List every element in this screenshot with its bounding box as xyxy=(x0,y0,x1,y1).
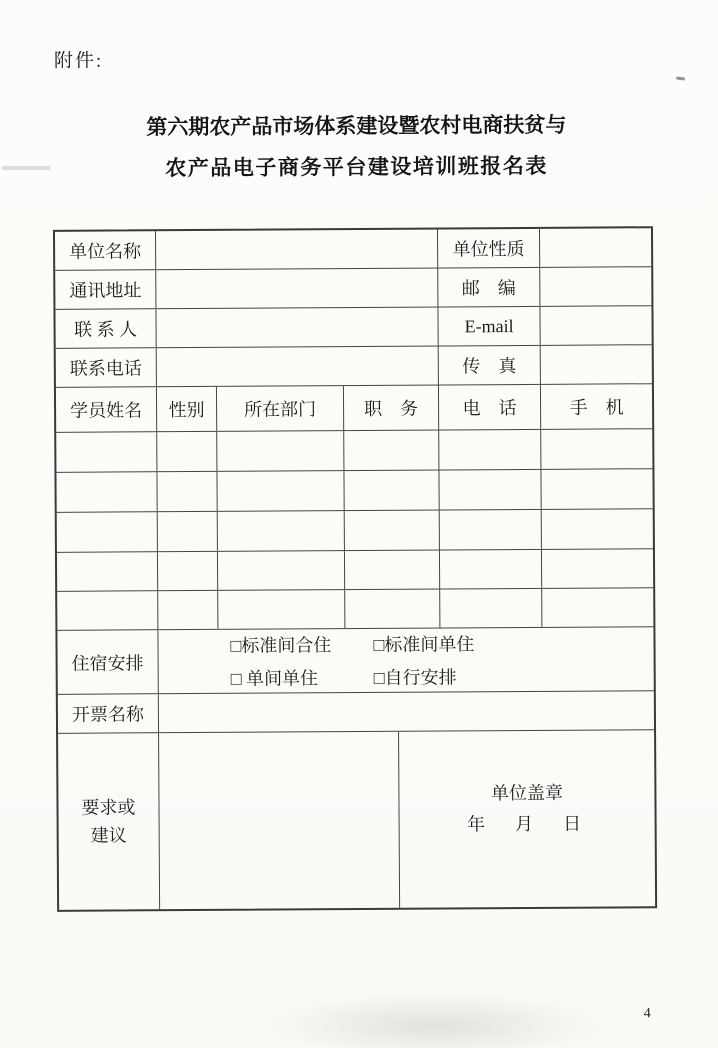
unit-nature-label: 单位性质 xyxy=(438,229,540,268)
empty-cell xyxy=(440,550,542,589)
trainee-empty-row xyxy=(57,509,653,553)
empty-cell xyxy=(217,431,344,471)
contact-phone-input-cell xyxy=(157,347,439,387)
trainee-name-header: 学员姓名 xyxy=(56,387,157,432)
checkbox-option-std-single: □标准间单住 xyxy=(373,634,475,655)
invoice-label: 开票名称 xyxy=(58,694,159,733)
empty-cell xyxy=(158,591,218,629)
empty-cell xyxy=(218,590,345,629)
trainee-empty-row xyxy=(56,429,652,473)
form-title-line2: 农产品电子商务平台建设培训班报名表 xyxy=(165,154,548,181)
postal-code-input-cell xyxy=(540,267,651,306)
accommodation-row xyxy=(57,627,653,695)
accommodation-label: 住宿安排 xyxy=(57,630,158,694)
empty-cell xyxy=(542,549,653,588)
empty-cell xyxy=(440,589,542,628)
contact-person-input-cell xyxy=(156,308,438,348)
postal-code-label: 邮 编 xyxy=(438,268,540,307)
empty-cell xyxy=(218,511,345,551)
position-header: 职 务 xyxy=(344,386,439,431)
empty-cell xyxy=(158,552,218,590)
empty-cell xyxy=(541,429,652,469)
mobile-header: 手 机 xyxy=(569,397,624,418)
trainee-empty-row xyxy=(57,549,653,592)
accommodation-options-cell xyxy=(158,627,653,693)
remarks-label xyxy=(58,733,160,910)
empty-cell xyxy=(345,590,440,629)
address-input-cell xyxy=(156,269,438,309)
empty-cell xyxy=(542,588,653,627)
row-contact-person xyxy=(55,306,651,349)
accommodation-options xyxy=(230,630,474,690)
unit-nature-input-cell xyxy=(540,228,651,267)
registration-table xyxy=(53,226,657,912)
trainee-header-row xyxy=(56,384,652,433)
checkbox-option-std-shared: □标准间合住 xyxy=(230,635,332,656)
phone-header: 电 话 xyxy=(439,385,541,430)
empty-cell xyxy=(344,431,439,471)
fax-label: 传 真 xyxy=(439,346,541,385)
empty-cell xyxy=(541,469,652,509)
address-label: 通讯地址 xyxy=(55,270,156,309)
empty-cell xyxy=(56,472,157,512)
unit-name-label: 单位名称 xyxy=(55,231,156,270)
empty-cell xyxy=(157,432,217,471)
empty-cell xyxy=(345,511,440,551)
empty-cell xyxy=(217,471,344,511)
remarks-label-line1: 要求或 xyxy=(81,797,136,818)
trainee-empty-row xyxy=(56,469,652,513)
checkbox-option-single-room: □ 单间单住 xyxy=(230,668,319,689)
empty-cell xyxy=(439,430,541,470)
unit-name-input-cell xyxy=(156,230,438,270)
empty-cell xyxy=(218,551,345,590)
remarks-input-cell xyxy=(159,732,400,909)
attachment-label: 附件: xyxy=(53,50,104,72)
row-contact-phone xyxy=(56,345,652,388)
form-title-line1: 第六期农产品市场体系建设暨农村电商扶贫与 xyxy=(146,113,567,140)
empty-cell xyxy=(56,432,157,472)
page-number: 4 xyxy=(643,1006,651,1022)
empty-cell xyxy=(57,591,158,630)
empty-cell xyxy=(157,472,217,511)
row-address xyxy=(55,267,651,310)
form-title xyxy=(0,104,716,190)
unit-seal-text: 单位盖章 xyxy=(490,782,563,804)
department-header: 所在部门 xyxy=(217,386,344,431)
empty-cell xyxy=(439,470,541,510)
contact-phone-label: 联系电话 xyxy=(56,348,157,387)
date-line: 年 月 日 xyxy=(467,813,588,835)
empty-cell xyxy=(440,510,542,550)
checkbox-option-self-arranged: □自行安排 xyxy=(373,667,457,688)
fax-input-cell xyxy=(541,345,652,384)
empty-cell xyxy=(344,471,439,511)
remarks-label-line2: 建议 xyxy=(90,825,127,846)
empty-cell xyxy=(158,512,218,551)
trainee-empty-row xyxy=(57,588,653,631)
stamp-cell xyxy=(399,720,655,898)
email-input-cell xyxy=(540,306,651,345)
gender-header: 性别 xyxy=(157,387,217,431)
email-label: E-mail xyxy=(438,307,540,346)
empty-cell xyxy=(542,509,653,549)
empty-cell xyxy=(345,551,440,590)
row-unit-name xyxy=(55,228,651,271)
empty-cell xyxy=(57,512,158,552)
remarks-row xyxy=(58,730,655,910)
empty-cell xyxy=(57,552,158,591)
contact-person-label: 联 系 人 xyxy=(55,309,156,348)
